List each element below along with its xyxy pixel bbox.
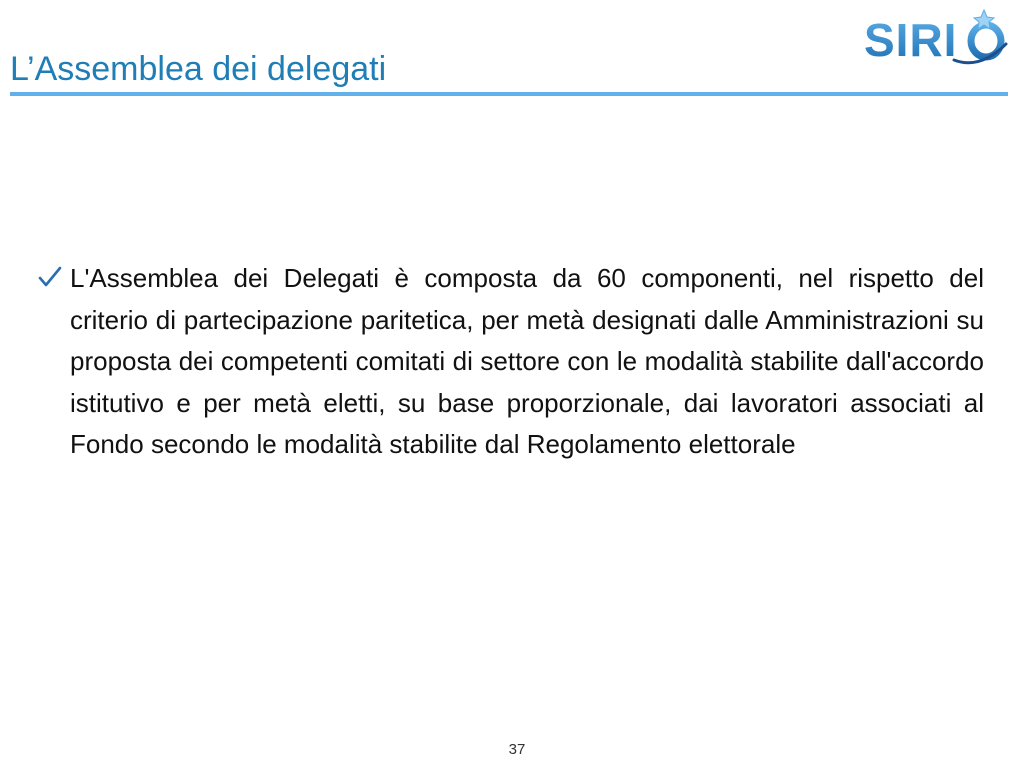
sirio-logo-mark xyxy=(860,8,1010,68)
sirio-logo xyxy=(860,8,1010,68)
bullet-text: L'Assemblea dei Delegati è composta da 60 componenti, nel rispetto del criterio di partecipazione paritetica, per metà designati dalle Amministrazioni su proposta dei competenti comitati di settore con le modalità stabilite dall'accordo istitutivo e per metà eletti, su base proporzionale, dai lavoratori associati al Fondo secondo le modalità stabilite dal Regolamento elettorale xyxy=(70,263,984,459)
bullet-item xyxy=(38,258,984,466)
page-number: 37 xyxy=(508,741,526,758)
check-icon xyxy=(38,266,62,288)
slide-title: L’Assemblea dei delegati xyxy=(10,50,387,88)
svg-text:SIRI: SIRI xyxy=(864,14,958,66)
title-divider xyxy=(10,92,1008,96)
